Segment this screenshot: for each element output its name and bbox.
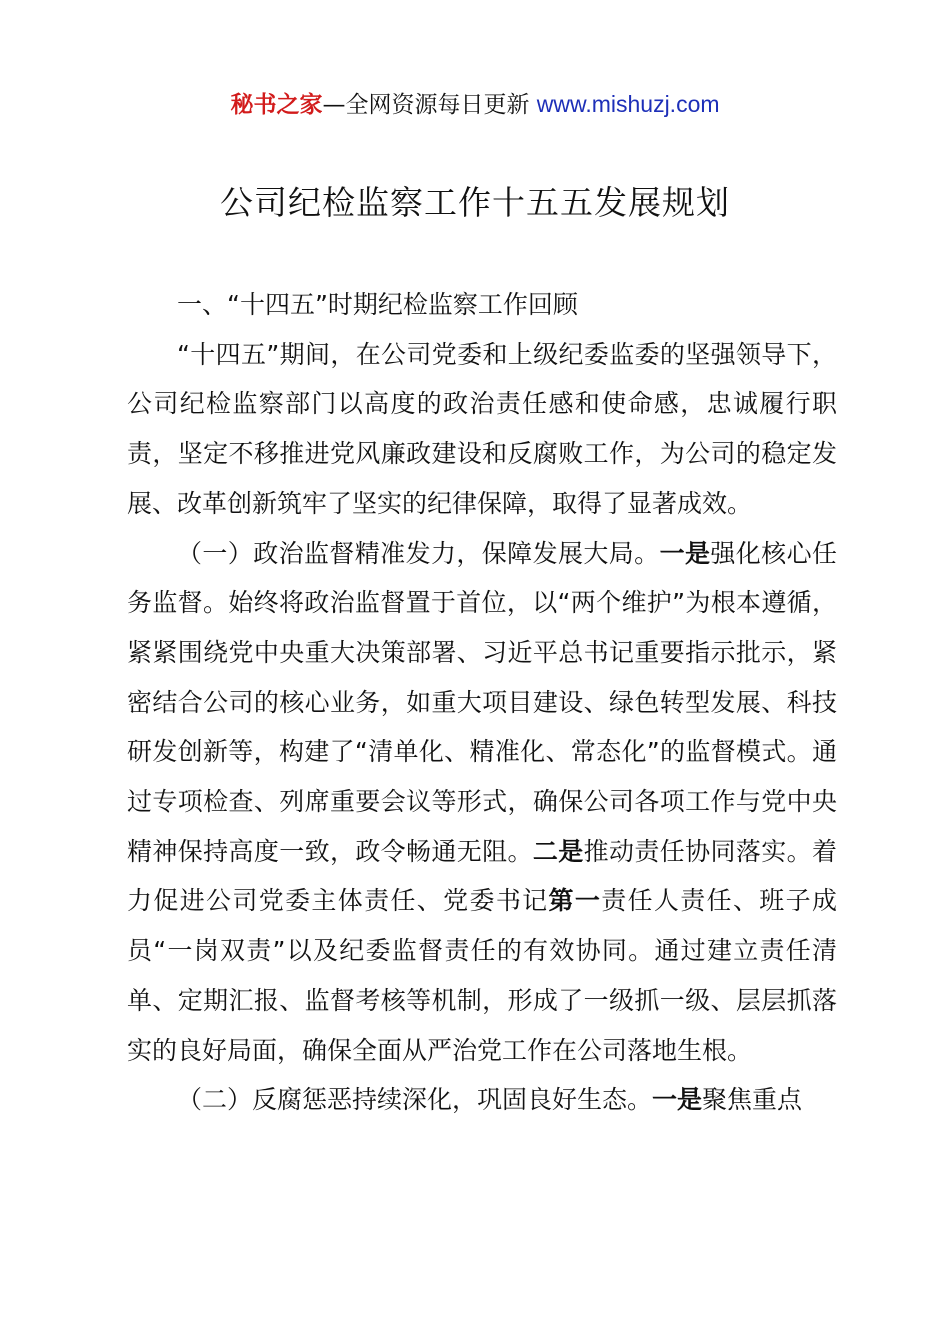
banner-tagline: —全网资源每日更新 bbox=[322, 92, 537, 118]
document-title: 公司纪检监察工作十五五发展规划 bbox=[220, 183, 730, 222]
paragraph-part-2 bbox=[127, 1075, 837, 1125]
paragraph-part-1 bbox=[127, 529, 837, 1076]
part-1-bold-3: 第一 bbox=[548, 886, 602, 916]
intro-paragraph: “十四五”期间，在公司党委和上级纪委监委的坚强领导下，公司纪检监察部门以高度的政治责任感和使命感，忠诚履行职责，坚定不移推进党风廉政建设和反腐败工作，为公司的稳定发展、改革创新筑牢了坚实的纪律保障，取得了显著成效。 bbox=[127, 339, 837, 518]
section-heading: 一、“十四五”时期纪检监察工作回顾 bbox=[177, 290, 578, 319]
document-body bbox=[127, 280, 837, 1125]
part-1-text-2: 推动责任协同落实。着力促进公司党委主体责任、党委书记 bbox=[127, 836, 837, 916]
part-1-lead: （一）政治监督精准发力，保障发展大局。 bbox=[177, 538, 660, 568]
part-1-bold-1: 一是 bbox=[659, 538, 711, 568]
part-1-bold-2: 二是 bbox=[532, 836, 584, 866]
part-2-lead: （二）反腐惩恶持续深化，巩固良好生态。 bbox=[177, 1085, 653, 1115]
brand-name: 秘书之家 bbox=[230, 92, 323, 118]
site-banner bbox=[0, 86, 950, 123]
part-2-bold-1: 一是 bbox=[652, 1085, 703, 1115]
site-url-link[interactable]: www.mishuzj.com bbox=[536, 91, 720, 117]
part-2-text-1: 聚焦重点 bbox=[702, 1085, 803, 1115]
part-1-text-3: 责任人责任、班子成员“一岗双责”以及纪委监督责任的有效协同。通过建立责任清单、定期汇报、监督考核等机制，形成了一级抓一级、层层抓落实的良好局面，确保全面从严治党工作在公司落地生根。 bbox=[127, 886, 837, 1065]
part-1-text-1: 强化核心任务监督。始终将政治监督置于首位，以“两个维护”为根本遵循，紧紧围绕党中央重大决策部署、习近平总书记重要指示批示，紧密结合公司的核心业务，如重大项目建设、绿色转型发展、科技研发创新等，构建了“清单化、精准化、常态化”的监督模式。通过专项检查、列席重要会议等形式，确保公司各项工作与党中央精神保持高度一致，政令畅通无阻。 bbox=[127, 538, 837, 866]
